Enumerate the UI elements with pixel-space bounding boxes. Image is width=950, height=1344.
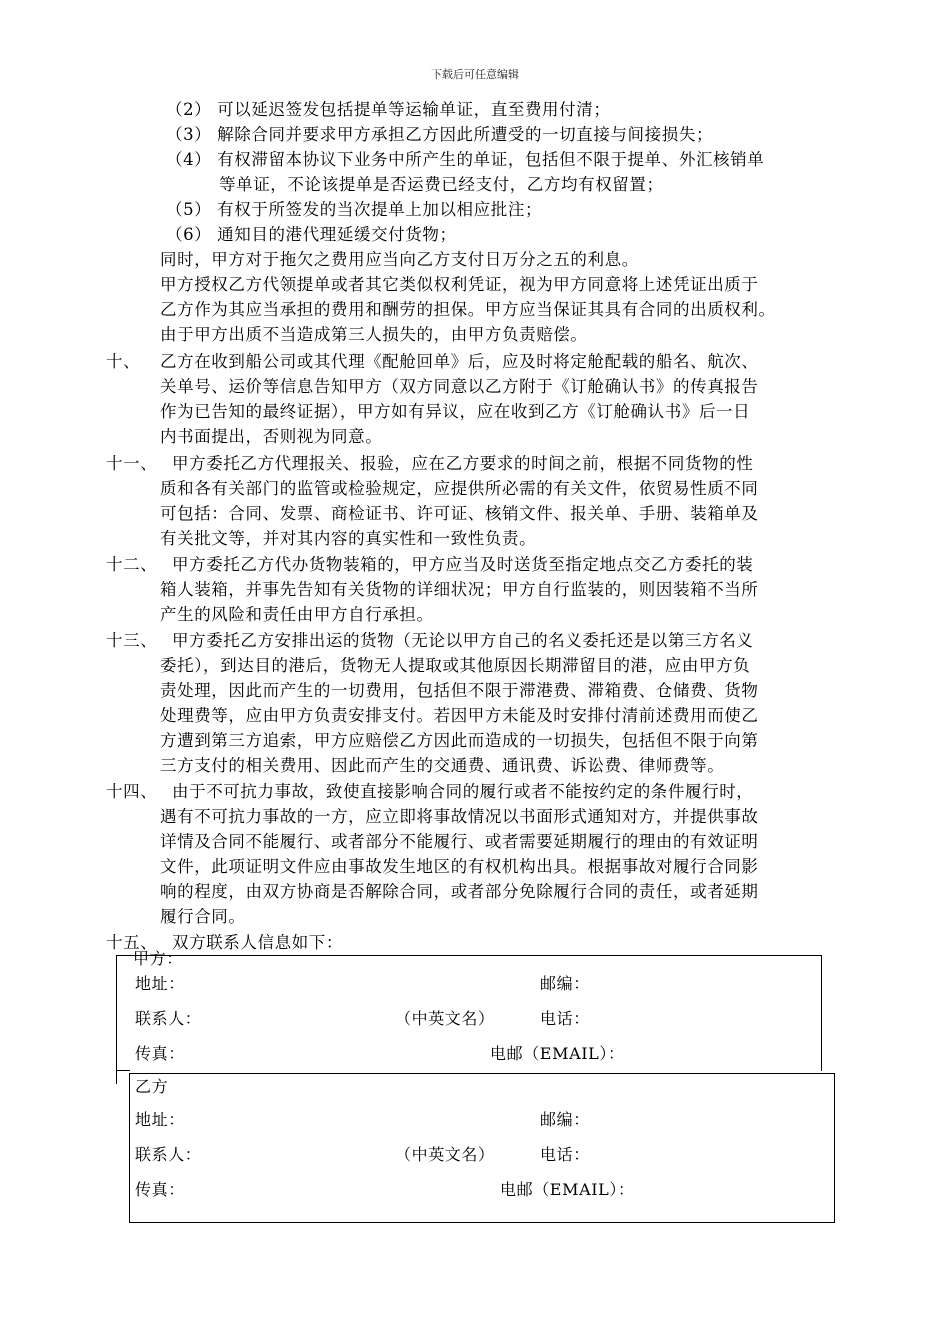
pledge-line-1: 甲方授权乙方代领提单或者其它类似权利凭证，视为甲方同意将上述凭证出质于 xyxy=(160,275,759,294)
clause-12-line-3: 产生的风险和责任由甲方自行承担。 xyxy=(160,605,434,624)
clause-14-line-2: 遇有不可抗力事故的一方，应立即将事故情况以书面形式通知对方，并提供事故 xyxy=(160,807,759,826)
clause-10-line-4: 内书面提出，否则视为同意。 xyxy=(160,427,383,446)
clause-item-6: （6） 通知目的港代理延缓交付货物； xyxy=(166,225,457,244)
clause-item-5: （5） 有权于所签发的当次提单上加以相应批注； xyxy=(166,200,543,219)
clause-13-line-5: 方遭到第三方追索，甲方应赔偿乙方因此而造成的一切损失，包括但不限于向第 xyxy=(160,731,759,750)
party-a-address-label: 地址： xyxy=(135,974,185,993)
clause-13-line-3: 责处理，因此而产生的一切费用，包括但不限于滞港费、滞箱费、仓储费、货物 xyxy=(160,681,759,700)
party-b-fax-label: 传真： xyxy=(135,1180,185,1199)
clause-11-line-1: 甲方委托乙方代理报关、报验，应在乙方要求的时间之前，根据不同货物的性 xyxy=(172,454,754,473)
clause-10-line-1: 乙方在收到船公司或其代理《配舱回单》后，应及时将定舱配载的船名、航次、 xyxy=(160,352,759,371)
clause-10-number: 十、 xyxy=(106,352,141,371)
party-a-contact-label: 联系人： xyxy=(135,1009,202,1028)
party-a-phone-label: 电话： xyxy=(540,1009,590,1028)
clause-15-line-1: 双方联系人信息如下： xyxy=(172,933,343,952)
party-b-phone-label: 电话： xyxy=(540,1145,590,1164)
pledge-line-3: 由于甲方出质不当造成第三人损失的，由甲方负责赔偿。 xyxy=(160,325,588,344)
party-b-name-hint: （中英文名） xyxy=(395,1145,495,1164)
clause-14-line-1: 由于不可抗力事故，致使直接影响合同的履行或者不能按约定的条件履行时， xyxy=(172,782,754,801)
party-a-name-hint: （中英文名） xyxy=(395,1009,495,1028)
clause-14-line-3: 详情及合同不能履行、或者部分不能履行、或者需要延期履行的理由的有效证明 xyxy=(160,832,759,851)
party-b-postcode-label: 邮编： xyxy=(540,1110,590,1129)
clause-11-line-4: 有关批文等，并对其内容的真实性和一致性负责。 xyxy=(160,529,537,548)
clause-12-line-1: 甲方委托乙方代办货物装箱的，甲方应当及时送货至指定地点交乙方委托的装 xyxy=(172,555,754,574)
clause-item-4-cont: 等单证，不论该提单是否运费已经支付，乙方均有权留置； xyxy=(219,175,664,194)
clause-14-line-6: 履行合同。 xyxy=(160,907,246,926)
clause-13-line-6: 三方支付的相关费用、因此而产生的交通费、通讯费、诉讼费、律师费等。 xyxy=(160,756,725,775)
pledge-line-2: 乙方作为其应当承担的费用和酬劳的担保。甲方应当保证其具有合同的出质权利。 xyxy=(160,300,776,319)
clause-13-number: 十三、 xyxy=(106,631,158,650)
clause-11-number: 十一、 xyxy=(106,454,158,473)
party-a-box-tail xyxy=(116,1070,117,1084)
clause-item-2: （2） 可以延迟签发包括提单等运输单证，直至费用付清； xyxy=(166,100,611,119)
clause-13-line-2: 委托），到达目的港后，货物无人提取或其他原因长期滞留目的港，应由甲方负 xyxy=(160,656,751,675)
clause-11-line-3: 可包括：合同、发票、商检证书、许可证、核销文件、报关单、手册、装箱单及 xyxy=(160,504,759,523)
clause-10-line-2: 关单号、运价等信息告知甲方（双方同意以乙方附于《订舱确认书》的传真报告 xyxy=(160,377,759,396)
party-a-postcode-label: 邮编： xyxy=(540,974,590,993)
clause-item-4: （4） 有权滞留本协议下业务中所产生的单证，包括但不限于提单、外汇核销单 xyxy=(166,150,765,169)
party-b-address-label: 地址： xyxy=(135,1110,185,1129)
clause-13-line-4: 处理费等，应由甲方负责安排支付。若因甲方未能及时安排付清前述费用而使乙 xyxy=(160,706,759,725)
clause-13-line-1: 甲方委托乙方安排出运的货物（无论以甲方自己的名义委托还是以第三方名义 xyxy=(172,631,754,650)
clause-item-3: （3） 解除合同并要求甲方承担乙方因此所遭受的一切直接与间接损失； xyxy=(166,125,714,144)
party-a-fax-label: 传真： xyxy=(135,1044,185,1063)
interest-line: 同时，甲方对于拖欠之费用应当向乙方支付日万分之五的利息。 xyxy=(160,250,639,269)
clause-12-line-2: 箱人装箱，并事先告知有关货物的详细状况；甲方自行监装的，则因装箱不当所 xyxy=(160,580,759,599)
party-a-box-connector xyxy=(116,1070,130,1071)
clause-15-number: 十五、 xyxy=(106,933,158,952)
party-b-contact-label: 联系人： xyxy=(135,1145,202,1164)
clause-10-line-3: 作为已告知的最终证据），甲方如有异议，应在收到乙方《订舱确认书》后一日 xyxy=(160,402,751,421)
party-a-email-label: 电邮（EMAIL）： xyxy=(490,1044,625,1063)
clause-14-line-5: 响的程度，由双方协商是否解除合同，或者部分免除履行合同的责任，或者延期 xyxy=(160,882,759,901)
party-b-email-label: 电邮（EMAIL）： xyxy=(500,1180,635,1199)
party-a-title: 甲方： xyxy=(133,949,183,968)
clause-12-number: 十二、 xyxy=(106,555,158,574)
clause-11-line-2: 质和各有关部门的监管或检验规定，应提供所必需的有关文件，依贸易性质不同 xyxy=(160,479,759,498)
clause-14-number: 十四、 xyxy=(106,782,158,801)
page-header: 下载后可任意编辑 xyxy=(431,68,519,81)
clause-14-line-4: 文件，此项证明文件应由事故发生地区的有权机构出具。根据事故对履行合同影 xyxy=(160,857,759,876)
party-b-title: 乙方 xyxy=(135,1077,169,1096)
